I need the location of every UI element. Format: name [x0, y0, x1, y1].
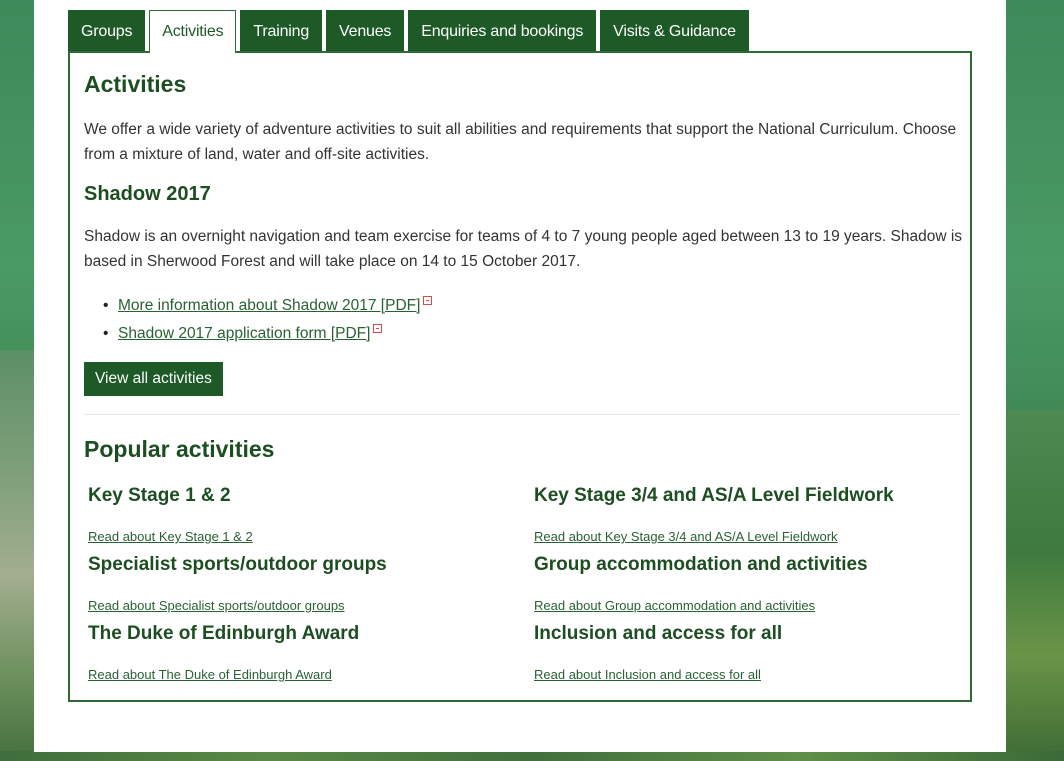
popular-card-inclusion-access [534, 622, 964, 682]
card-title: Inclusion and access for all [534, 623, 783, 644]
card-link[interactable]: Read about Group accommodation and activities [534, 598, 816, 613]
card-link[interactable]: Read about Key Stage 3/4 and AS/A Level Fieldwork [534, 529, 838, 544]
pdf-icon [423, 296, 432, 305]
pdf-link-list [103, 292, 432, 348]
divider [84, 414, 960, 415]
card-title: Specialist sports/outdoor groups [88, 554, 387, 575]
card-title: Key Stage 1 & 2 [88, 485, 231, 506]
shadow-info-pdf-link[interactable]: More information about Shadow 2017 [PDF] [118, 297, 421, 314]
popular-card-specialist-sports [88, 553, 518, 613]
card-link[interactable]: Read about Inclusion and access for all [534, 667, 761, 682]
tab-groups[interactable]: Groups [68, 10, 145, 52]
intro-text: We offer a wide variety of adventure activities to suit all abilities and requirements that support the National Curriculum. Choose from a mixture of land, water and off-site activities. [84, 121, 957, 163]
background-scenery-left [0, 350, 34, 761]
page-title: Activities [84, 71, 187, 97]
tab-panel-activities [68, 51, 972, 702]
background-scenery-bottom [0, 751, 1064, 761]
background-scenery-right [1006, 410, 1064, 761]
list-item [103, 320, 432, 348]
tab-venues[interactable]: Venues [326, 10, 404, 52]
popular-card-key-stage-3-4 [534, 484, 964, 544]
card-link[interactable]: Read about Specialist sports/outdoor groups [88, 598, 345, 613]
tab-training[interactable]: Training [240, 10, 322, 52]
list-item [103, 292, 432, 320]
shadow-description: Shadow is an overnight navigation and team exercise for teams of 4 to 7 young people aged between 13 to 19 years. Shadow is based in Sherwood Forest and will take place on 14 to 15 October 2017. [84, 228, 963, 270]
card-link[interactable]: Read about The Duke of Edinburgh Award [88, 667, 332, 682]
popular-card-group-accommodation [534, 553, 964, 613]
card-title: The Duke of Edinburgh Award [88, 623, 360, 644]
card-title: Group accommodation and activities [534, 554, 868, 575]
card-title: Key Stage 3/4 and AS/A Level Fieldwork [534, 485, 894, 506]
popular-activities-title: Popular activities [84, 436, 275, 462]
tab-visits-and-guidance[interactable]: Visits & Guidance [600, 10, 749, 52]
popular-card-key-stage-1-2 [88, 484, 518, 544]
tab-bar [68, 10, 749, 52]
section-title-shadow: Shadow 2017 [84, 183, 211, 205]
shadow-application-pdf-link[interactable]: Shadow 2017 application form [PDF] [118, 325, 371, 342]
tab-enquiries-and-bookings[interactable]: Enquiries and bookings [408, 10, 596, 52]
tab-activities[interactable]: Activities [149, 10, 236, 54]
card-link[interactable]: Read about Key Stage 1 & 2 [88, 529, 253, 544]
popular-card-duke-of-edinburgh [88, 622, 518, 682]
pdf-icon [373, 324, 382, 333]
view-all-activities-button[interactable]: View all activities [84, 362, 223, 396]
